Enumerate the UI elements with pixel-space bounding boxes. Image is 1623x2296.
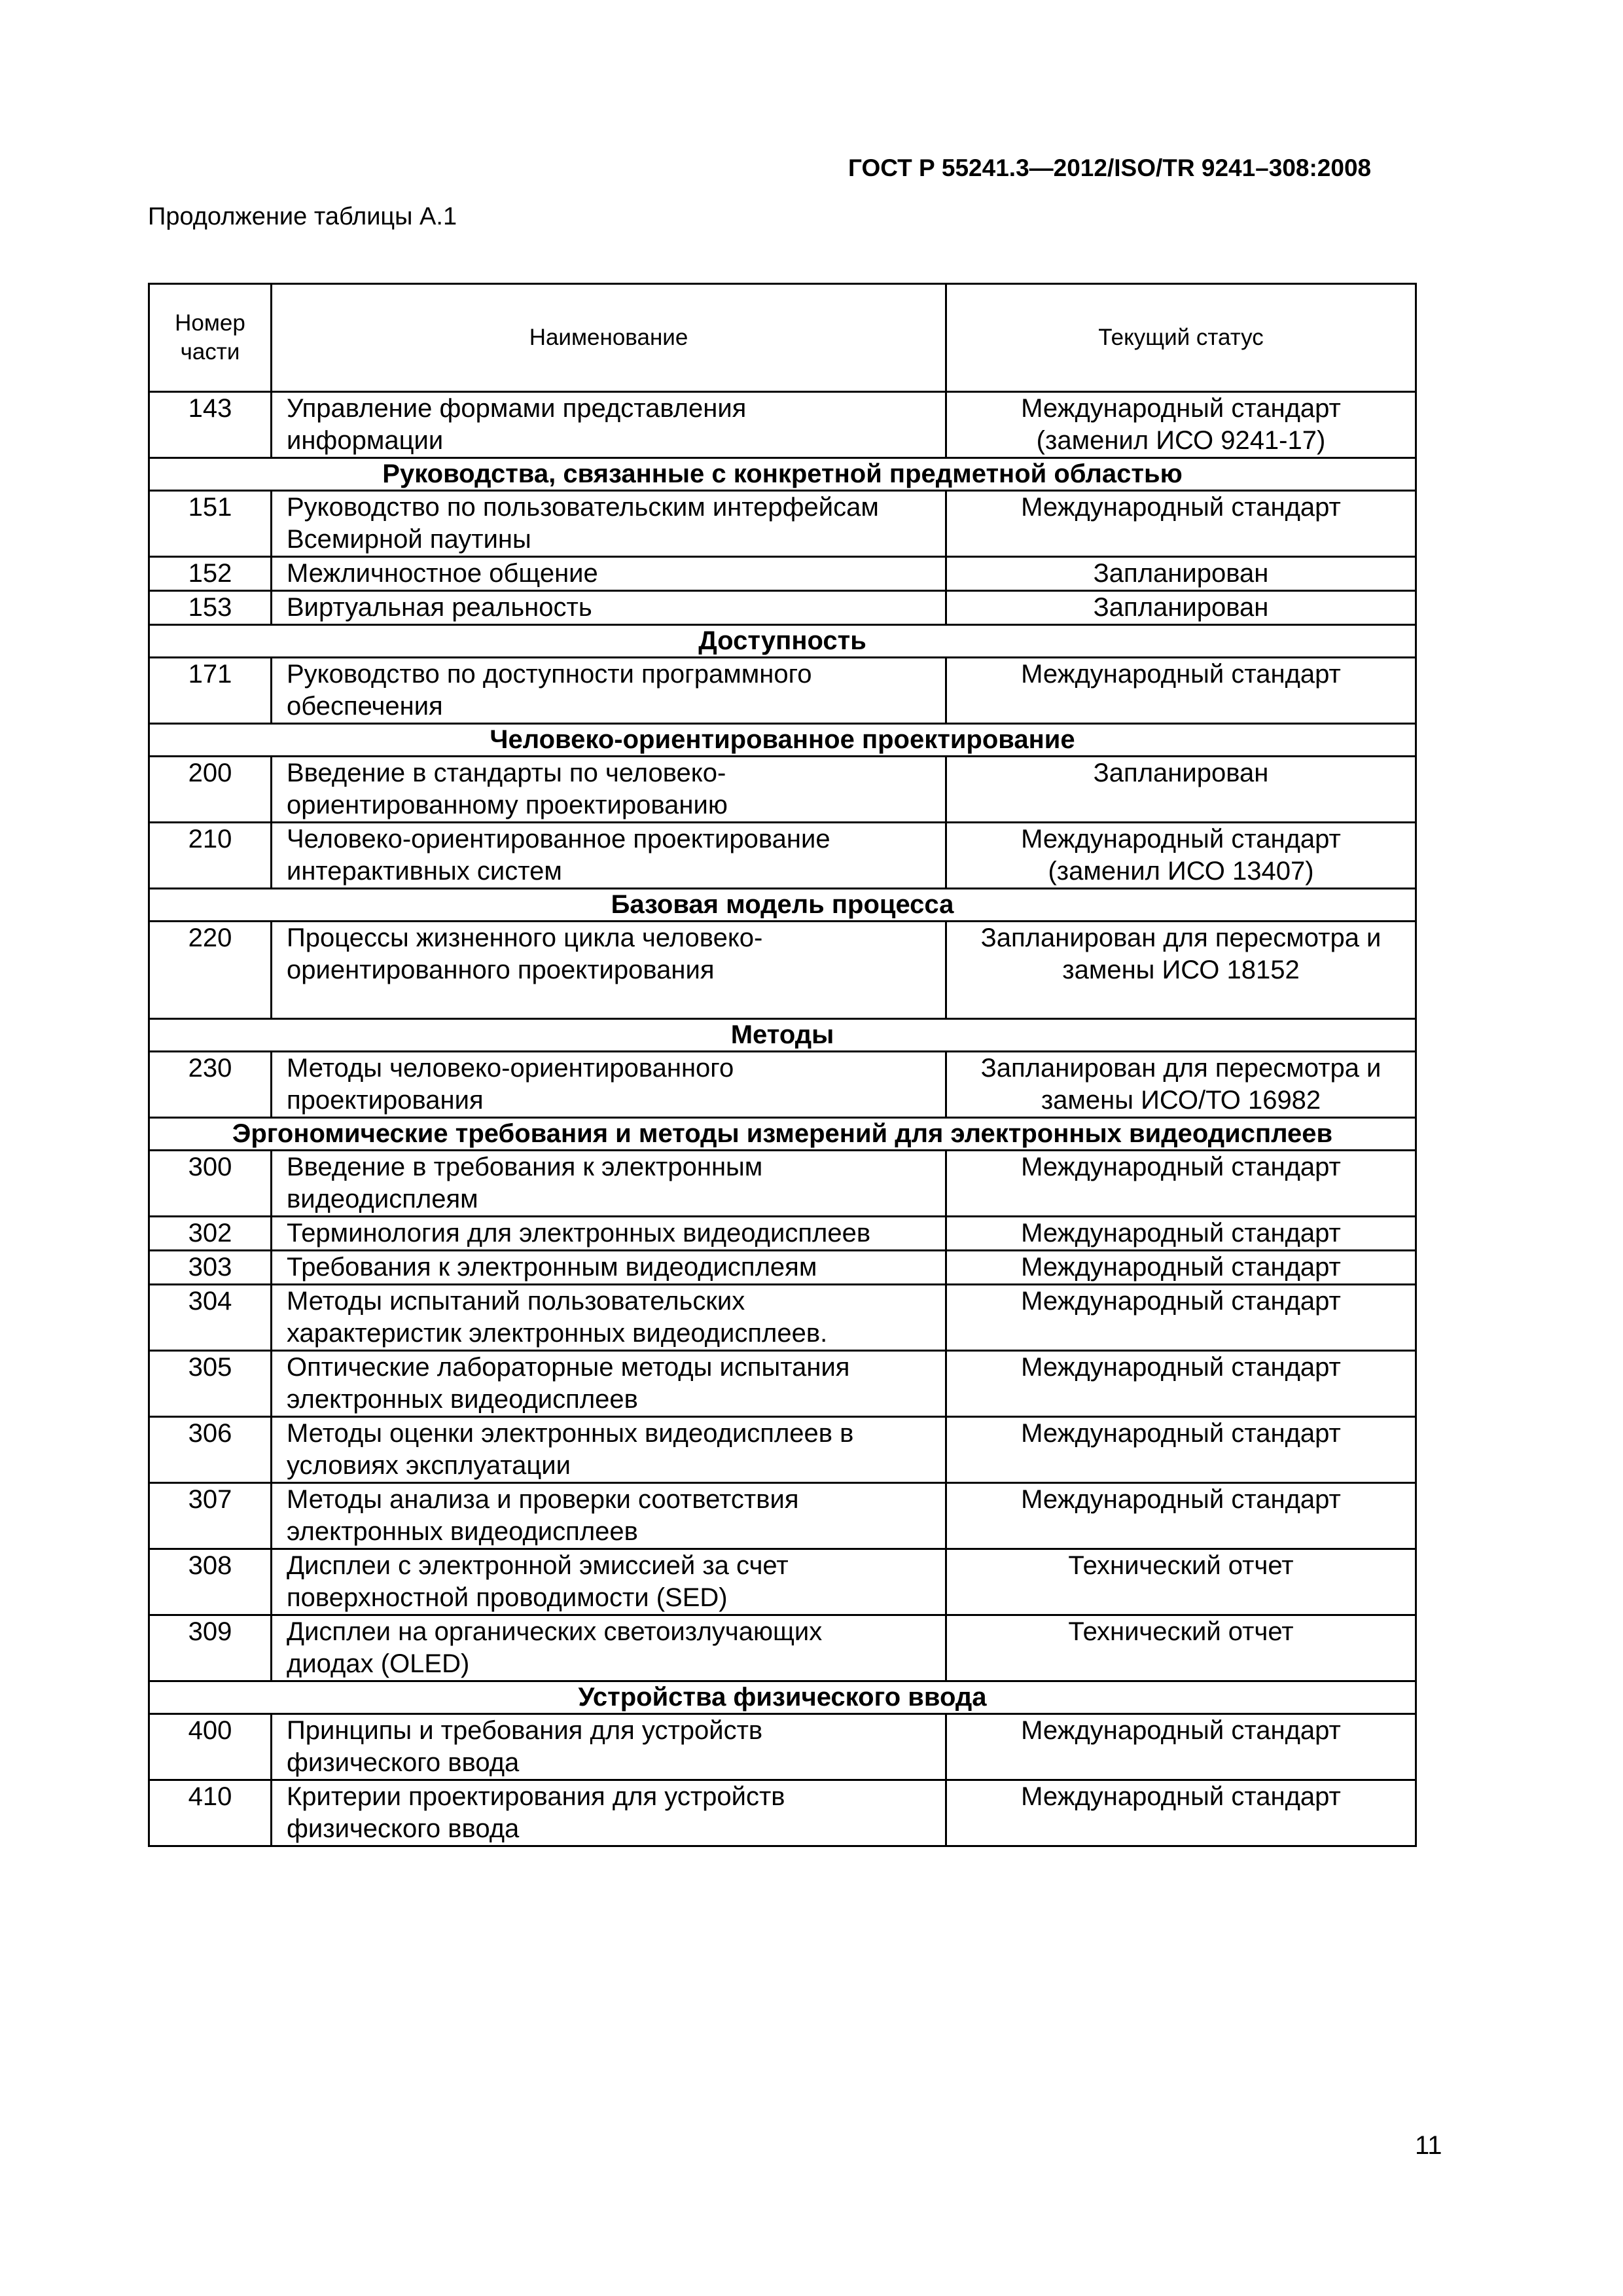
part-status-cell: Запланирован для пересмотра и замены ИСО/ТО 16982 — [946, 1052, 1416, 1118]
part-name-cell: Терминология для электронных видеодисплеев — [272, 1217, 946, 1251]
table-row — [149, 1251, 1416, 1285]
part-number-cell: 220 — [149, 922, 272, 1019]
part-number-cell: 152 — [149, 557, 272, 591]
part-name-cell: Методы анализа и проверки соответствия электронных видеодисплеев — [272, 1483, 946, 1549]
table-row — [149, 658, 1416, 724]
part-number-cell: 303 — [149, 1251, 272, 1285]
part-name-cell: Дисплеи с электронной эмиссией за счет поверхностной проводимости (SED) — [272, 1549, 946, 1615]
section-row — [149, 724, 1416, 757]
table-row — [149, 1217, 1416, 1251]
table-row — [149, 1483, 1416, 1549]
part-name-cell: Межличностное общение — [272, 557, 946, 591]
part-number-cell: 306 — [149, 1417, 272, 1483]
part-name-cell: Руководство по доступности программного обеспечения — [272, 658, 946, 724]
column-header-status: Текущий статус — [946, 284, 1416, 392]
part-number-cell: 308 — [149, 1549, 272, 1615]
part-number-cell: 302 — [149, 1217, 272, 1251]
part-status-cell: Запланирован — [946, 757, 1416, 823]
part-status-cell: Запланирован — [946, 557, 1416, 591]
table-row — [149, 557, 1416, 591]
part-name-cell: Виртуальная реальность — [272, 591, 946, 625]
part-name-cell: Дисплеи на органических светоизлучающих диодах (OLED) — [272, 1615, 946, 1681]
part-name-cell: Принципы и требования для устройств физического ввода — [272, 1714, 946, 1780]
table-row — [149, 1780, 1416, 1846]
table-row — [149, 757, 1416, 823]
part-number-cell: 304 — [149, 1285, 272, 1351]
part-name-cell: Руководство по пользовательским интерфейсам Всемирной паутины — [272, 491, 946, 557]
part-name-cell: Методы человеко-ориентированного проектирования — [272, 1052, 946, 1118]
section-row — [149, 889, 1416, 922]
part-status-cell: Международный стандарт — [946, 1351, 1416, 1417]
part-status-cell: Технический отчет — [946, 1549, 1416, 1615]
column-header-number: Номер части — [149, 284, 272, 392]
part-status-cell: Международный стандарт — [946, 1714, 1416, 1780]
part-name-cell: Введение в стандарты по человеко- ориентированному проектированию — [272, 757, 946, 823]
part-number-cell: 300 — [149, 1151, 272, 1217]
part-status-cell: Запланирован — [946, 591, 1416, 625]
part-number-cell: 307 — [149, 1483, 272, 1549]
section-title: Методы — [149, 1019, 1416, 1052]
part-number-cell: 230 — [149, 1052, 272, 1118]
table-body — [149, 392, 1416, 1846]
section-row — [149, 458, 1416, 491]
table-row — [149, 922, 1416, 1019]
part-name-cell: Введение в требования к электронным видеодисплеям — [272, 1151, 946, 1217]
part-status-cell: Международный стандарт — [946, 491, 1416, 557]
part-name-cell: Человеко-ориентированное проектирование интерактивных систем — [272, 823, 946, 889]
section-title: Эргономические требования и методы измерений для электронных видеодисплеев — [149, 1118, 1416, 1151]
section-row — [149, 1118, 1416, 1151]
table-row — [149, 823, 1416, 889]
table-row — [149, 392, 1416, 458]
part-status-cell: Международный стандарт — [946, 1780, 1416, 1846]
document-header: ГОСТ Р 55241.3—2012/ISO/TR 9241–308:2008 — [848, 154, 1372, 181]
table-row — [149, 491, 1416, 557]
table-row — [149, 1285, 1416, 1351]
part-number-cell: 410 — [149, 1780, 272, 1846]
part-number-cell: 153 — [149, 591, 272, 625]
part-number-cell: 210 — [149, 823, 272, 889]
section-title: Устройства физического ввода — [149, 1681, 1416, 1714]
part-number-cell: 151 — [149, 491, 272, 557]
part-status-cell: Международный стандарт — [946, 1483, 1416, 1549]
table-header-row — [149, 284, 1416, 392]
part-number-cell: 143 — [149, 392, 272, 458]
part-name-cell: Процессы жизненного цикла человеко- ориентированного проектирования — [272, 922, 946, 1019]
page-number: 11 — [1415, 2131, 1442, 2160]
part-number-cell: 400 — [149, 1714, 272, 1780]
section-row — [149, 1681, 1416, 1714]
part-status-cell: Запланирован для пересмотра и замены ИСО 18152 — [946, 922, 1416, 1019]
standards-table — [148, 283, 1417, 1847]
table-row — [149, 1417, 1416, 1483]
part-number-cell: 171 — [149, 658, 272, 724]
part-name-cell: Критерии проектирования для устройств физического ввода — [272, 1780, 946, 1846]
part-status-cell: Международный стандарт — [946, 1285, 1416, 1351]
section-title: Человеко-ориентированное проектирование — [149, 724, 1416, 757]
section-title: Базовая модель процесса — [149, 889, 1416, 922]
part-status-cell: Технический отчет — [946, 1615, 1416, 1681]
table-row — [149, 1052, 1416, 1118]
section-title: Руководства, связанные с конкретной предметной областью — [149, 458, 1416, 491]
table-row — [149, 1615, 1416, 1681]
part-status-cell: Международный стандарт — [946, 1217, 1416, 1251]
part-status-cell: Международный стандарт — [946, 1151, 1416, 1217]
table-row — [149, 1714, 1416, 1780]
section-row — [149, 1019, 1416, 1052]
part-name-cell: Оптические лабораторные методы испытания электронных видеодисплеев — [272, 1351, 946, 1417]
table-row — [149, 1151, 1416, 1217]
part-status-cell: Международный стандарт — [946, 1251, 1416, 1285]
part-name-cell: Методы испытаний пользовательских характеристик электронных видеодисплеев. — [272, 1285, 946, 1351]
part-status-cell: Международный стандарт (заменил ИСО 9241-17) — [946, 392, 1416, 458]
table-row — [149, 1351, 1416, 1417]
part-status-cell: Международный стандарт — [946, 658, 1416, 724]
part-status-cell: Международный стандарт — [946, 1417, 1416, 1483]
section-row — [149, 625, 1416, 658]
part-number-cell: 200 — [149, 757, 272, 823]
part-name-cell: Методы оценки электронных видеодисплеев в условиях эксплуатации — [272, 1417, 946, 1483]
part-name-cell: Управление формами представления информации — [272, 392, 946, 458]
part-status-cell: Международный стандарт (заменил ИСО 13407) — [946, 823, 1416, 889]
table-row — [149, 1549, 1416, 1615]
table-row — [149, 591, 1416, 625]
section-title: Доступность — [149, 625, 1416, 658]
part-name-cell: Требования к электронным видеодисплеям — [272, 1251, 946, 1285]
part-number-cell: 309 — [149, 1615, 272, 1681]
part-number-cell: 305 — [149, 1351, 272, 1417]
table-caption: Продолжение таблицы А.1 — [148, 203, 457, 230]
column-header-name: Наименование — [272, 284, 946, 392]
